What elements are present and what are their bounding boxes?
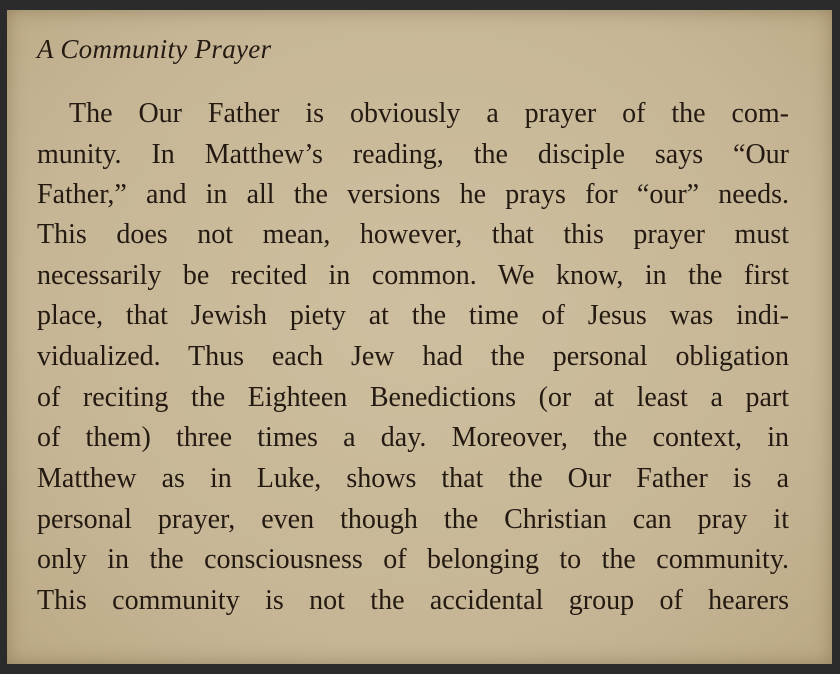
book-page	[7, 10, 832, 664]
text-line: place, that Jewish piety at the time of Jesus was indi-	[37, 300, 789, 331]
text-line: necessarily be recited in common. We know, in the first	[37, 260, 789, 291]
text-line: of them) three times a day. Moreover, the context, in	[37, 422, 789, 453]
text-line: This community is not the accidental group of hearers	[37, 585, 789, 616]
text-line: This does not mean, however, that this prayer must	[37, 219, 789, 250]
text-line: Father,” and in all the versions he prays for “our” needs.	[37, 179, 789, 210]
text-line: personal prayer, even though the Christian can pray it	[37, 504, 789, 535]
text-line: munity. In Matthew’s reading, the disciple says “Our	[37, 139, 789, 170]
text-line: vidualized. Thus each Jew had the personal obligation	[37, 341, 789, 372]
text-line: Matthew as in Luke, shows that the Our Father is a	[37, 463, 789, 494]
text-line: The Our Father is obviously a prayer of the com-	[69, 98, 789, 129]
text-line: only in the consciousness of belonging to the community.	[37, 544, 789, 575]
section-heading: A Community Prayer	[37, 34, 272, 64]
text-line: of reciting the Eighteen Benedictions (or at least a part	[37, 382, 789, 413]
